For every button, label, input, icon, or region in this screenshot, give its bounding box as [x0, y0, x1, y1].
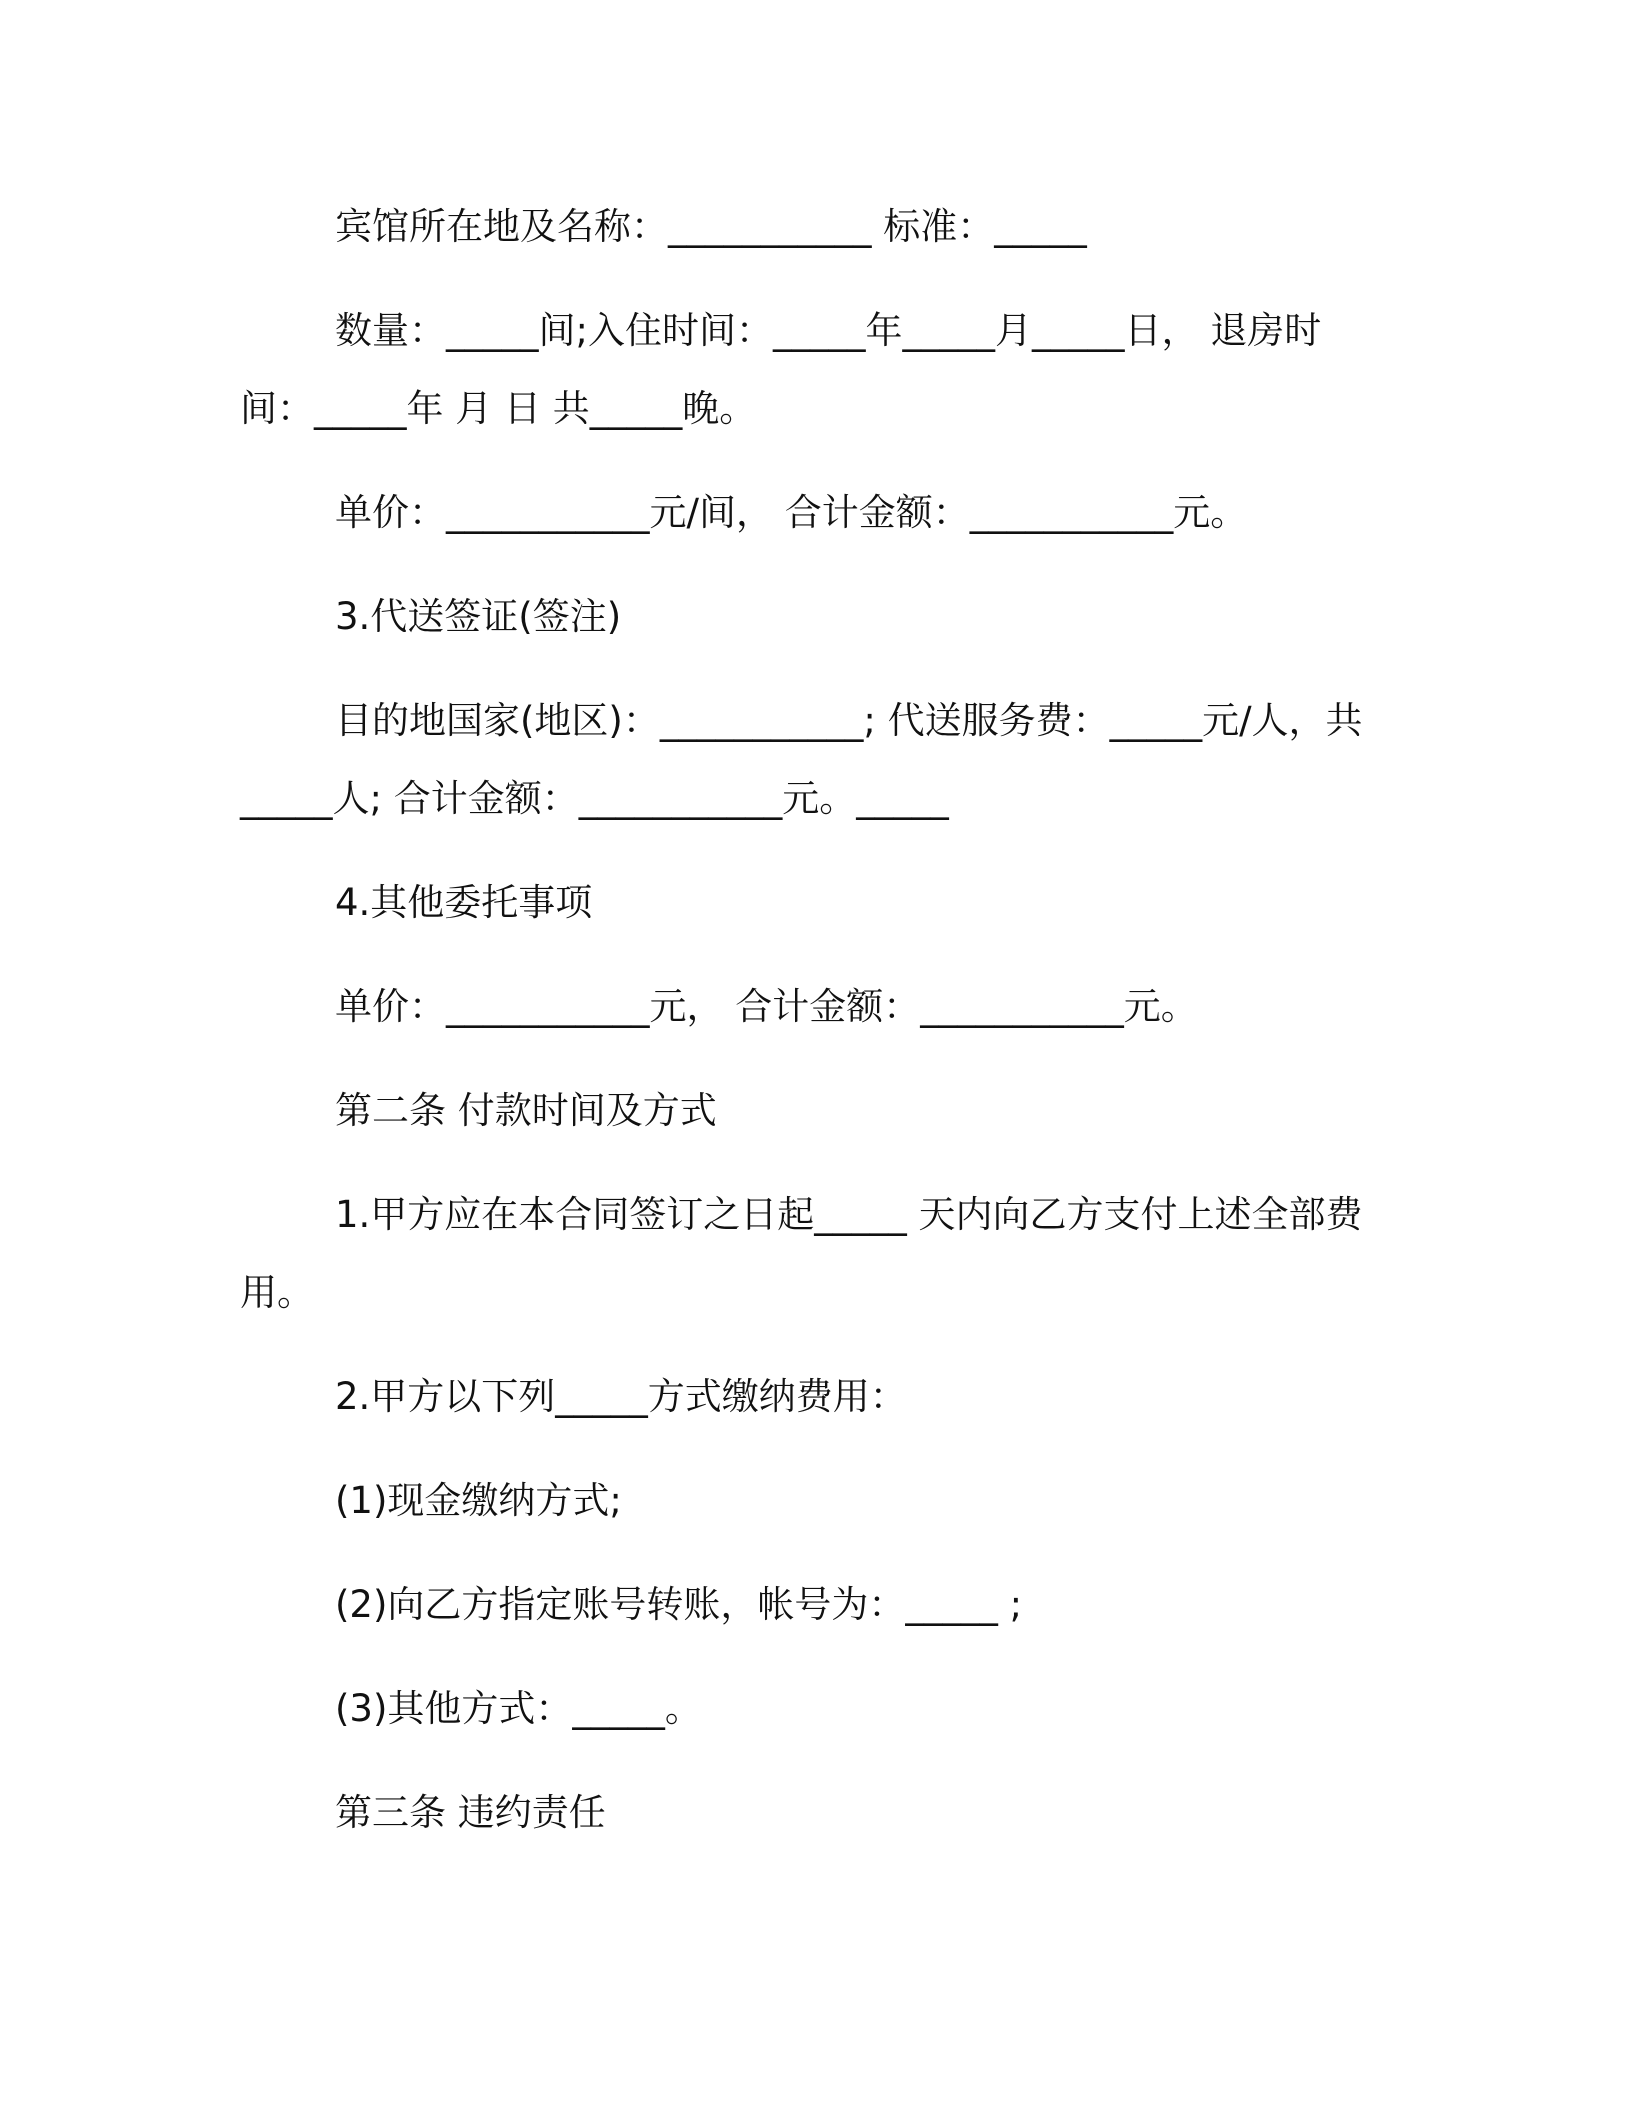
- payment-option-transfer: (2)向乙方指定账号转账，帐号为：_____ ;: [335, 1583, 1023, 1626]
- other-matters-price-line: 单价：___________元， 合计金额：___________元。: [335, 985, 1198, 1028]
- other-matters-heading: 4.其他委托事项: [335, 881, 593, 924]
- payment-method-clause: 2.甲方以下列_____方式缴纳费用：: [335, 1375, 907, 1418]
- document-body: [240, 188, 1368, 1878]
- room-price-total-line: 单价：___________元/间， 合计金额：___________元。: [335, 491, 1248, 534]
- room-quantity-checkin-line: 数量：_____间;入住时间：_____年_____月_____日， 退房时间：_____年 月 日 共_____晚。: [240, 309, 1322, 430]
- payment-deadline-clause: 1.甲方应在本合同签订之日起_____ 天内向乙方支付上述全部费用。: [240, 1193, 1363, 1314]
- payment-option-cash: (1)现金缴纳方式;: [335, 1479, 622, 1522]
- article-two-heading: 第二条 付款时间及方式: [335, 1089, 717, 1132]
- hotel-location-line: 宾馆所在地及名称：___________ 标准：_____: [335, 205, 1087, 248]
- visa-destination-fee-line: 目的地国家(地区)：___________; 代送服务费：_____元/人，共_____人; 合计金额：___________元。_____: [240, 699, 1363, 820]
- visa-section-heading: 3.代送签证(签注): [335, 595, 622, 638]
- article-three-heading: 第三条 违约责任: [335, 1791, 606, 1834]
- payment-option-other: (3)其他方式：_____。: [335, 1687, 702, 1730]
